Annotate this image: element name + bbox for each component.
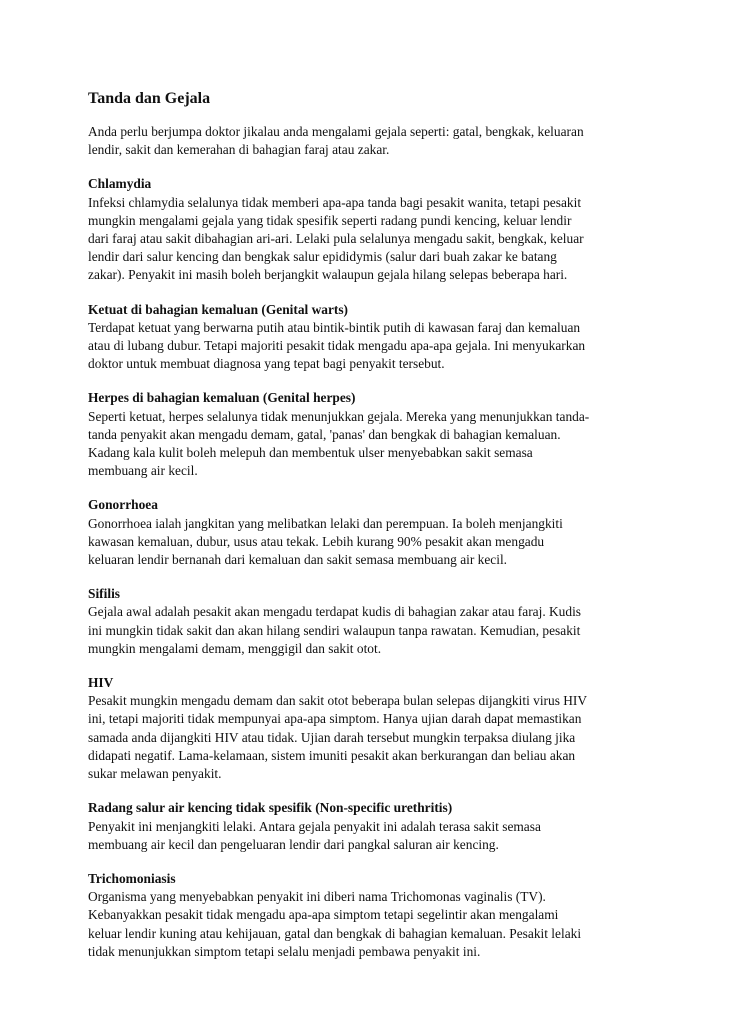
body-line: Penyakit ini menjangkiti lelaki. Antara gejala penyakit ini adalah terasa sakit semasa bbox=[88, 818, 541, 834]
section-hiv bbox=[88, 674, 648, 783]
body-line: lendir dari salur kencing dan bengkak salur epididymis (salur dari buah zakar ke batang bbox=[88, 249, 557, 265]
section-heading: Gonorrhoea bbox=[88, 497, 158, 513]
section-sifilis bbox=[88, 585, 648, 658]
section-heading: HIV bbox=[88, 675, 114, 691]
body-line: Kadang kala kulit boleh melepuh dan membentuk ulser menyebabkan sakit semasa bbox=[88, 445, 533, 461]
page-title: Tanda dan Gejala bbox=[88, 90, 211, 107]
body-line: Kebanyakkan pesakit tidak mengadu apa-apa simptom tetapi segelintir akan mengalami bbox=[88, 907, 559, 923]
body-line: didapati negatif. Lama-kelamaan, sistem imuniti pesakit akan berkurangan dan beliau akan bbox=[88, 747, 576, 763]
body-line: Gonorrhoea ialah jangkitan yang melibatkan lelaki dan perempuan. Ia boleh menjangkiti bbox=[88, 515, 563, 531]
intro-line: Anda perlu berjumpa doktor jikalau anda mengalami gejala seperti: gatal, bengkak, keluaran bbox=[88, 124, 584, 139]
body-line: tanda penyakit akan mengadu demam, gatal, 'panas' dan bengkak di bahagian kemaluan. bbox=[88, 426, 561, 442]
body-line: Terdapat ketuat yang berwarna putih atau bintik-bintik putih di kawasan faraj dan kemaluan bbox=[88, 319, 581, 335]
body-line: sukar melawan penyakit. bbox=[88, 766, 222, 782]
body-line: dari faraj atau sakit dibahagian ari-ari. Lelaki pula selalunya mengadu sakit, bengkak, keluar bbox=[88, 231, 584, 247]
body-line: membuang air kecil dan pengeluaran lendir dari pangkal saluran air kencing. bbox=[88, 836, 499, 852]
section-body bbox=[88, 194, 648, 285]
section-genital-herpes bbox=[88, 389, 648, 480]
section-heading: Sifilis bbox=[88, 586, 120, 602]
body-line: samada anda dijangkiti HIV atau tidak. Ujian darah tersebut mungkin terpaksa diulang jika bbox=[88, 729, 576, 745]
document-page bbox=[88, 89, 648, 977]
section-heading: Ketuat di bahagian kemaluan (Genital warts) bbox=[88, 301, 349, 317]
body-line: tidak menunjukkan simptom tetapi selalu menjadi pembawa penyakit ini. bbox=[88, 943, 481, 959]
section-body bbox=[88, 692, 648, 783]
section-non-specific-urethritis bbox=[88, 799, 648, 854]
body-line: doktor untuk membuat diagnosa yang tepat bagi penyakit tersebut. bbox=[88, 356, 445, 372]
section-body bbox=[88, 319, 648, 374]
section-heading: Herpes di bahagian kemaluan (Genital herpes) bbox=[88, 390, 356, 406]
section-body bbox=[88, 603, 648, 658]
section-heading: Chlamydia bbox=[88, 176, 152, 192]
section-body bbox=[88, 888, 648, 961]
body-line: Seperti ketuat, herpes selalunya tidak menunjukkan gejala. Mereka yang menunjukkan tanda- bbox=[88, 408, 590, 424]
body-line: keluaran lendir bernanah dari kemaluan dan sakit semasa membuang air kecil. bbox=[88, 552, 508, 568]
section-heading: Trichomoniasis bbox=[88, 870, 176, 886]
section-body bbox=[88, 515, 648, 570]
section-chlamydia bbox=[88, 175, 648, 284]
body-line: mungkin mengalami demam, menggigil dan sakit otot. bbox=[88, 640, 382, 656]
section-genital-warts bbox=[88, 301, 648, 374]
body-line: Organisma yang menyebabkan penyakit ini diberi nama Trichomonas vaginalis (TV). bbox=[88, 889, 546, 905]
body-line: zakar). Penyakit ini masih boleh berjangkit walaupun gejala hilang selepas beberapa hari. bbox=[88, 267, 568, 283]
body-line: membuang air kecil. bbox=[88, 463, 198, 479]
body-line: Pesakit mungkin mengadu demam dan sakit otot beberapa bulan selepas dijangkiti virus HIV bbox=[88, 693, 588, 709]
body-line: Infeksi chlamydia selalunya tidak memberi apa-apa tanda bagi pesakit wanita, tetapi pesakit bbox=[88, 194, 582, 210]
body-line: atau di lubang dubur. Tetapi majoriti pesakit tidak mengadu apa-apa gejala. Ini menyukarkan bbox=[88, 338, 586, 354]
section-gonorrhoea bbox=[88, 496, 648, 569]
body-line: Gejala awal adalah pesakit akan mengadu terdapat kudis di bahagian zakar atau faraj. Kudis bbox=[88, 604, 582, 620]
intro-line: lendir, sakit dan kemerahan di bahagian faraj atau zakar. bbox=[88, 142, 390, 158]
body-line: keluar lendir kuning atau kehijauan, gatal dan bengkak di bahagian kemaluan. Pesakit lelaki bbox=[88, 925, 582, 941]
section-heading: Radang salur air kencing tidak spesifik (Non-specific urethritis) bbox=[88, 800, 453, 816]
section-body bbox=[88, 818, 648, 854]
section-body bbox=[88, 408, 648, 481]
section-trichomoniasis bbox=[88, 870, 648, 961]
intro-paragraph bbox=[88, 123, 648, 159]
body-line: ini mungkin tidak sakit dan akan hilang sendiri walaupun tanpa rawatan. Kemudian, pesakit bbox=[88, 622, 581, 638]
body-line: ini, tetapi majoriti tidak mempunyai apa-apa simptom. Hanya ujian darah dapat memastikan bbox=[88, 711, 582, 727]
body-line: mungkin mengalami gejala yang tidak spesifik seperti radang pundi kencing, keluar lendir bbox=[88, 212, 572, 228]
body-line: kawasan kemaluan, dubur, usus atau tekak. Lebih kurang 90% pesakit akan mengadu bbox=[88, 533, 545, 549]
